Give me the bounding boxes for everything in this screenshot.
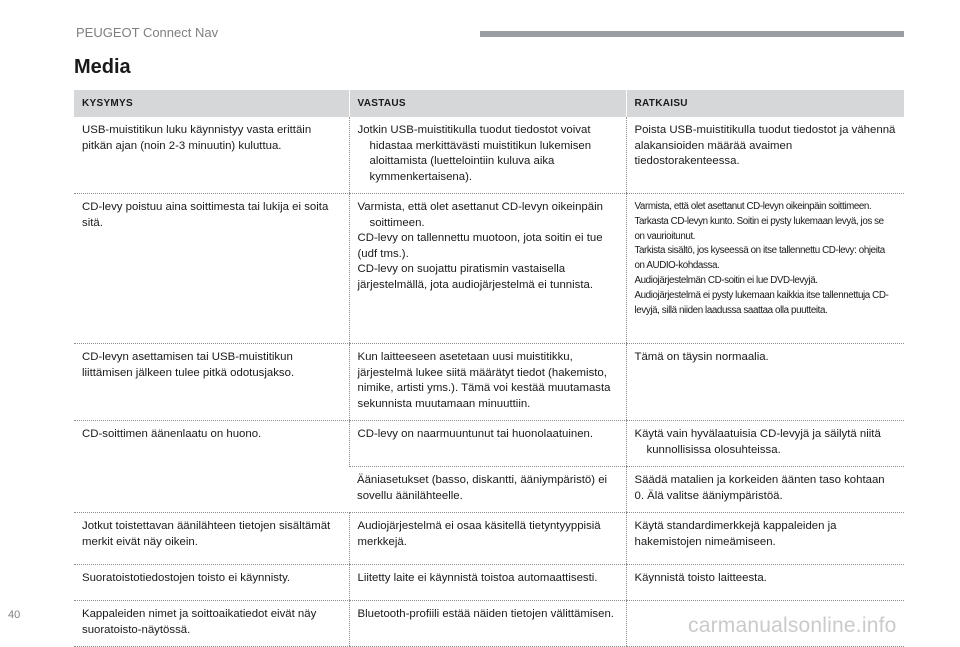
table-row xyxy=(74,117,904,194)
question-cell: USB-muistitikun luku käynnistyy vasta erittäin pitkän ajan (noin 2-3 minuutin) kuluttua. xyxy=(74,117,349,194)
answer-cell: Bluetooth-profiili estää näiden tietojen välittämisen. xyxy=(349,601,626,647)
table-row xyxy=(74,421,904,467)
question-cell: CD-levyn asettamisen tai USB-muistitikun liittämisen jälkeen tulee pitkä odotusjakso. xyxy=(74,344,349,421)
answer-cell: Varmista, että olet asettanut CD-levyn oikeinpäin soittimeen. CD-levy on tallennettu muotoon, jota soitin ei tue (udf tms.). CD-levy on suojattu piratismin vastaisella järjestelmällä, jota audiojärjestelmä ei tunnista. xyxy=(349,194,626,344)
question-cell: Kappaleiden nimet ja soittoaikatiedot eivät näy suoratoisto-näytössä. xyxy=(74,601,349,647)
answer-cell: Ääniasetukset (basso, diskantti, ääniympäristö) ei sovellu äänilähteelle. xyxy=(349,467,626,513)
answer-cell: Jotkin USB-muistitikulla tuodut tiedostot voivat hidastaa merkittävästi muistitikun lukemisen aloittamista (luettelointiin kuluva aika kymmenkertaisena). xyxy=(349,117,626,194)
solution-cell: Poista USB-muistitikulla tuodut tiedostot ja vähennä alakansioiden määrää avaimen tiedostorakenteessa. xyxy=(626,117,904,194)
watermark: carmanualsonline.info xyxy=(688,614,897,637)
header-brand: PEUGEOT Connect Nav xyxy=(76,25,219,40)
table-row xyxy=(74,194,904,344)
page-number: 40 xyxy=(8,609,21,621)
answer-cell: CD-levy on naarmuuntunut tai huonolaatuinen. xyxy=(349,421,626,467)
troubleshooting-table xyxy=(74,90,904,647)
question-cell: Suoratoistotiedostojen toisto ei käynnisty. xyxy=(74,565,349,601)
question-cell: CD-soittimen äänenlaatu on huono. xyxy=(74,421,349,513)
question-cell: Jotkut toistettavan äänilähteen tietojen sisältämät merkit eivät näy oikein. xyxy=(74,513,349,565)
table-row xyxy=(74,344,904,421)
solution-cell: Käynnistä toisto laitteesta. xyxy=(626,565,904,601)
answer-cell: Audiojärjestelmä ei osaa käsitellä tietyntyyppisiä merkkejä. xyxy=(349,513,626,565)
answer-cell: Liitetty laite ei käynnistä toistoa automaattisesti. xyxy=(349,565,626,601)
table-row xyxy=(74,513,904,565)
column-header-solution: RATKAISU xyxy=(626,90,904,117)
solution-cell: Käytä vain hyvälaatuisia CD-levyjä ja säilytä niitä kunnollisissa olosuhteissa. xyxy=(626,421,904,467)
question-cell: CD-levy poistuu aina soittimesta tai lukija ei soita sitä. xyxy=(74,194,349,344)
answer-cell: Kun laitteeseen asetetaan uusi muistitikku, järjestelmä lukee siitä määrätyt tiedot (hakemisto, nimike, artisti yms.). Tämä voi kestää muutamasta sekunnista muutamaan minuuttiin. xyxy=(349,344,626,421)
page-title: Media xyxy=(74,56,131,78)
header-rule xyxy=(480,31,904,37)
table-row xyxy=(74,565,904,601)
solution-cell: Säädä matalien ja korkeiden äänten taso kohtaan 0. Älä valitse ääniympäristöä. xyxy=(626,467,904,513)
solution-cell: Varmista, että olet asettanut CD-levyn oikeinpäin soittimeen. Tarkasta CD-levyn kunto. Soitin ei pysty lukemaan levyä, jos se on vaurioitunut. Tarkista sisältö, jos kyseessä on itse tallennettu CD-levy: ohjeita on AUDIO-kohdassa. Audiojärjestelmän CD-soitin ei lue DVD-levyjä. Audiojärjestelmä ei pysty lukemaan kaikkia itse tallennettuja CD-levyjä, sillä niiden laadussa saattaa olla puutteita. xyxy=(626,194,904,344)
table-header-row xyxy=(74,90,904,117)
column-header-answer: VASTAUS xyxy=(349,90,626,117)
column-header-question: KYSYMYS xyxy=(74,90,349,117)
solution-cell: Tämä on täysin normaalia. xyxy=(626,344,904,421)
solution-cell: Käytä standardimerkkejä kappaleiden ja hakemistojen nimeämiseen. xyxy=(626,513,904,565)
